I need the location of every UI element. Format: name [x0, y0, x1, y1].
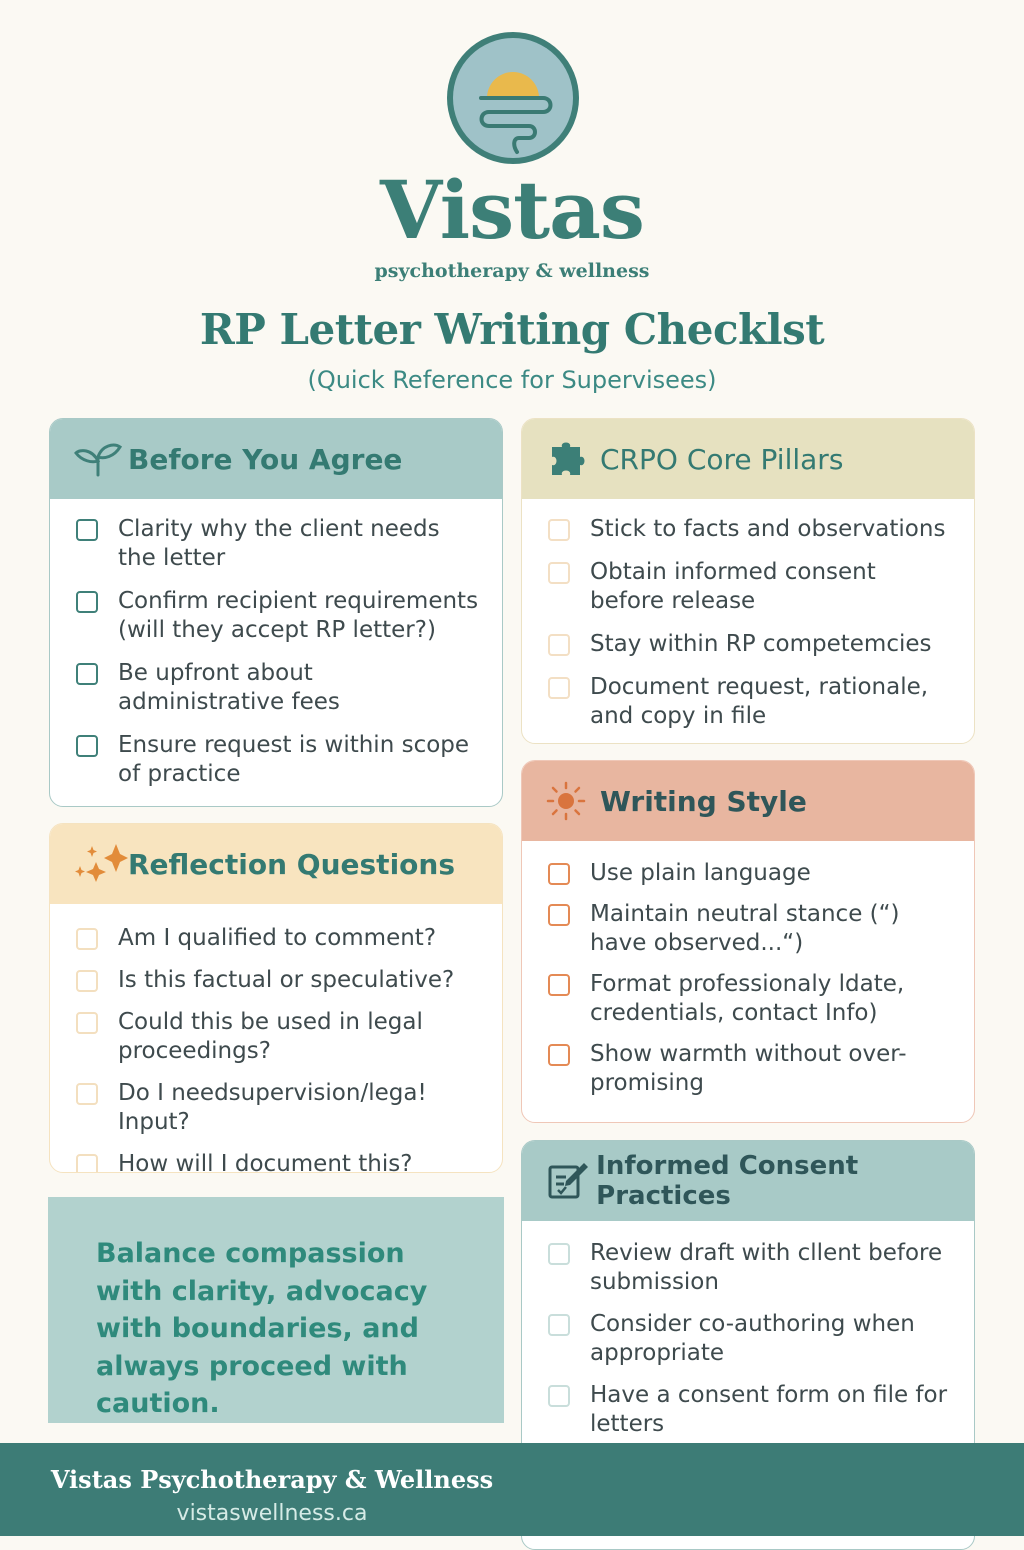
checklist-item[interactable]	[548, 859, 954, 888]
checklist-item-label: How will I document this?	[118, 1151, 413, 1173]
brand-logo	[443, 28, 583, 168]
checklist-item[interactable]	[76, 924, 482, 953]
checklist-item-label: Ensure request is within scope of practice	[118, 732, 470, 787]
checklist-item[interactable]	[76, 731, 482, 789]
section-header	[522, 1141, 974, 1221]
checkbox[interactable]	[76, 663, 98, 685]
checkbox[interactable]	[76, 928, 98, 950]
checklist	[50, 904, 502, 1173]
section-before-you-agree	[49, 418, 503, 807]
checklist-item[interactable]	[76, 1079, 482, 1137]
checklist-item[interactable]	[548, 970, 954, 1028]
page-subtitle: (Quick Reference for Supervisees)	[307, 366, 717, 394]
section-crpo-core-pillars	[521, 418, 975, 744]
sprout-icon	[72, 439, 128, 479]
checklist-item[interactable]	[548, 1381, 954, 1439]
section-header	[522, 761, 974, 841]
checklist-item-label: Show warmth without over-promising	[590, 1041, 907, 1096]
checkbox[interactable]	[548, 863, 570, 885]
section-header	[522, 419, 974, 499]
checklist	[522, 499, 974, 731]
checklist-item[interactable]	[548, 900, 954, 958]
sun-icon	[544, 781, 600, 821]
checkbox[interactable]	[548, 634, 570, 656]
checkbox[interactable]	[76, 591, 98, 613]
checklist-item[interactable]	[548, 630, 954, 659]
checklist-item-label: Review draft with cllent before submission	[590, 1240, 943, 1295]
checklist-item[interactable]	[76, 1008, 482, 1066]
brand-tagline: psychotherapy & wellness	[374, 260, 650, 282]
checklist	[522, 841, 974, 1098]
section-writing-style	[521, 760, 975, 1123]
section-title: Informed Consent Practices	[596, 1151, 859, 1211]
checklist-item-label: Am I qualified to comment?	[118, 925, 437, 951]
section-title: Before You Agree	[128, 442, 403, 476]
checkbox[interactable]	[548, 1385, 570, 1407]
footer-url[interactable]: vistaswellness.ca	[176, 1501, 368, 1526]
checklist-item-label: Use plain language	[590, 860, 811, 886]
checklist-item[interactable]	[76, 966, 482, 995]
checkbox[interactable]	[548, 974, 570, 996]
section-title: Writing Style	[600, 784, 807, 818]
checklist-item[interactable]	[76, 515, 482, 573]
checklist-item-label: Stick to facts and observations	[590, 516, 946, 542]
checklist-item-label: Consider co-authoring when appropriate	[590, 1311, 915, 1366]
checkbox[interactable]	[76, 1012, 98, 1034]
checklist-item-label: Do I needsupervision/lega! Input?	[118, 1080, 427, 1135]
checklist-item-label: Format professionaly ldate, credentials, contact Info)	[590, 971, 905, 1026]
checklist-item-label: Obtain informed consent before release	[590, 559, 876, 614]
footer-name: Vistas Psychotherapy & Wellness	[50, 1465, 494, 1494]
checklist-item-label: Be upfront about administrative fees	[118, 660, 340, 715]
footer	[0, 1443, 1024, 1536]
checklist-item[interactable]	[548, 515, 954, 544]
checklist	[50, 499, 502, 789]
section-title: Reflection Questions	[128, 847, 456, 881]
checklist-item-label: Is this factual or speculative?	[118, 967, 455, 993]
checkbox[interactable]	[548, 677, 570, 699]
checklist-item[interactable]	[548, 1040, 954, 1098]
edit-form-icon	[544, 1161, 596, 1201]
sunset-logo-icon	[443, 28, 583, 168]
checkbox[interactable]	[548, 904, 570, 926]
checklist-item[interactable]	[76, 587, 482, 645]
brand-name: Vistas	[380, 163, 644, 257]
checklist-item[interactable]	[76, 1150, 482, 1173]
section-header	[50, 824, 502, 904]
checkbox[interactable]	[76, 1154, 98, 1173]
checkbox[interactable]	[548, 1314, 570, 1336]
sparkle-icon	[72, 844, 128, 884]
checklist-item[interactable]	[76, 659, 482, 717]
checkbox[interactable]	[548, 1243, 570, 1265]
checklist-item[interactable]	[548, 673, 954, 731]
section-reflection-questions	[49, 823, 503, 1173]
checklist-item-label: Clarity why the client needs the letter	[118, 516, 440, 571]
checklist-item[interactable]	[548, 1239, 954, 1297]
checklist-item-label: Have a consent form on file for letters	[590, 1382, 948, 1437]
checklist-item[interactable]	[548, 1310, 954, 1368]
section-header	[50, 419, 502, 499]
checklist-item-label: Stay within RP competemcies	[590, 631, 932, 657]
checkbox[interactable]	[76, 735, 98, 757]
page-title: RP Letter Writing Checklst	[199, 305, 825, 354]
checkbox[interactable]	[548, 519, 570, 541]
checklist-item-label: Confirm recipient requirements (will they accept RP letter?)	[118, 588, 479, 643]
checkbox[interactable]	[76, 1083, 98, 1105]
checklist-item-label: Document request, rationale, and copy in file	[590, 674, 929, 729]
checkbox[interactable]	[76, 519, 98, 541]
checkbox[interactable]	[548, 562, 570, 584]
checkbox[interactable]	[548, 1044, 570, 1066]
quote-box: Balance compassion with clarity, advocacy with boundaries, and always proceed with caution.	[48, 1197, 504, 1423]
checklist-item[interactable]	[548, 558, 954, 616]
checkbox[interactable]	[76, 970, 98, 992]
section-title: CRPO Core Pillars	[600, 442, 844, 476]
puzzle-icon	[544, 439, 600, 479]
checklist-item-label: Could this be used in legal proceedings?	[118, 1009, 423, 1064]
checklist-item-label: Maintain neutral stance (“) have observed...“)	[590, 901, 900, 956]
